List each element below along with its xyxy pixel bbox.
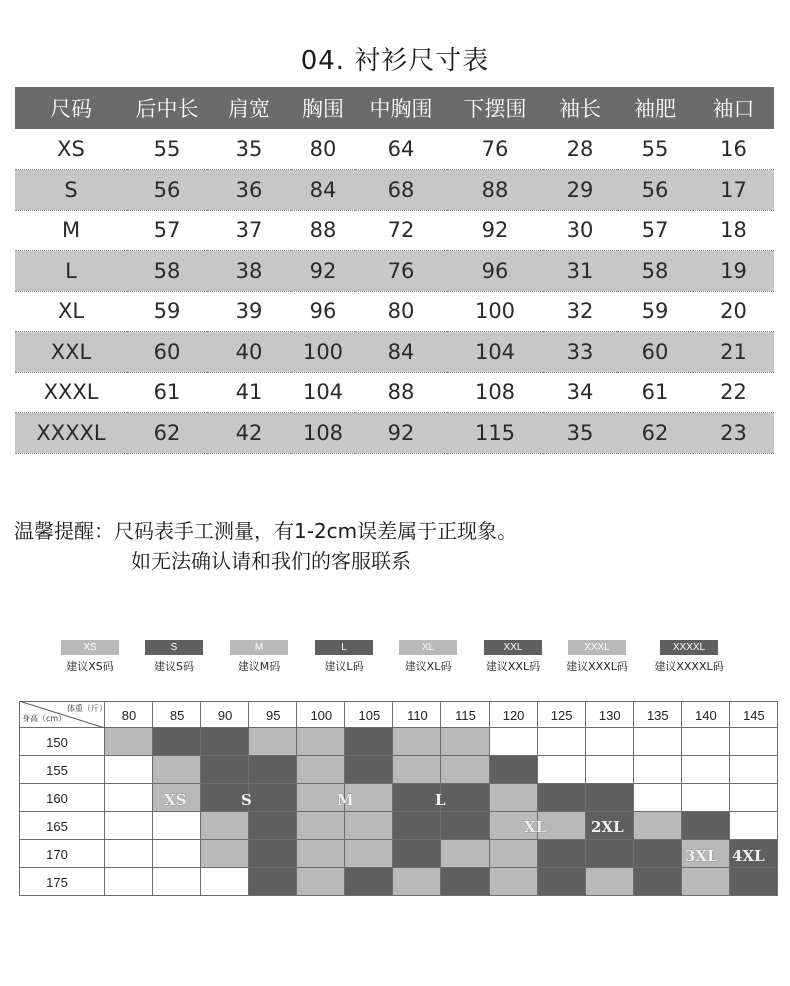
measure-cell: 96 xyxy=(291,291,355,332)
size-grid-cell xyxy=(490,784,538,812)
size-grid-cell xyxy=(441,756,489,784)
measure-cell: 18 xyxy=(693,210,774,251)
size-grid-cell xyxy=(586,840,634,868)
size-grid-cell xyxy=(634,728,682,756)
measure-cell: 108 xyxy=(291,413,355,454)
size-grid-cell xyxy=(538,840,586,868)
legend-label: 建议S码 xyxy=(154,660,194,673)
legend-label: 建议XL码 xyxy=(404,660,452,673)
measure-cell: 29 xyxy=(543,170,617,211)
size-grid-cell xyxy=(297,868,345,896)
reminder-note: 温馨提醒：尺码表手工测量，有1-2cm误差属于正现象。 xyxy=(14,519,518,543)
measure-cell: 59 xyxy=(127,291,207,332)
measure-cell: 56 xyxy=(127,170,207,211)
size-table xyxy=(15,87,774,454)
weight-label: 145 xyxy=(743,708,765,723)
table-row xyxy=(15,372,774,413)
height-label: 155 xyxy=(46,763,68,778)
column-header: 袖肥 xyxy=(617,87,693,129)
measure-cell: 104 xyxy=(291,372,355,413)
size-mark: XS xyxy=(164,791,187,809)
size-grid-cell xyxy=(201,728,249,756)
weight-label: 125 xyxy=(550,708,573,723)
measure-cell: 96 xyxy=(447,251,543,292)
measure-cell: 55 xyxy=(617,129,693,170)
size-cell: XXL xyxy=(15,332,127,373)
size-grid-cell xyxy=(538,868,586,896)
size-grid-cell xyxy=(105,728,153,756)
height-axis-label: 身高（cm） xyxy=(22,714,67,723)
measure-cell: 100 xyxy=(291,332,355,373)
legend-label: 建议XXXXL码 xyxy=(654,660,724,673)
size-grid-cell xyxy=(682,812,730,840)
size-grid-cell xyxy=(490,840,538,868)
weight-label: 95 xyxy=(266,708,281,723)
size-cell: XS xyxy=(15,129,127,170)
legend-label: 建议XXXL码 xyxy=(566,660,628,673)
legend-item xyxy=(134,640,214,674)
size-grid-cell xyxy=(490,868,538,896)
size-grid-cell xyxy=(249,728,297,756)
size-grid-cell xyxy=(297,756,345,784)
column-header: 袖口 xyxy=(693,87,774,129)
measure-cell: 59 xyxy=(617,291,693,332)
height-label: 160 xyxy=(46,791,68,806)
size-grid-cell xyxy=(105,868,153,896)
size-grid-cell xyxy=(201,840,249,868)
column-header: 尺码 xyxy=(15,87,127,129)
weight-label: 105 xyxy=(358,708,381,723)
size-grid-cell xyxy=(201,868,249,896)
size-mark: XL xyxy=(524,818,547,836)
size-grid-cell xyxy=(345,840,393,868)
measure-cell: 61 xyxy=(127,372,207,413)
weight-axis-label: 体重（斤） xyxy=(67,704,107,713)
size-grid-cell xyxy=(634,840,682,868)
weight-label: 115 xyxy=(455,708,476,723)
table-row xyxy=(15,251,774,292)
measure-cell: 92 xyxy=(355,413,447,454)
size-grid-cell xyxy=(538,728,586,756)
size-grid-cell xyxy=(201,756,249,784)
size-grid-cell xyxy=(634,784,682,812)
measure-cell: 19 xyxy=(693,251,774,292)
size-grid-cell xyxy=(730,868,778,896)
size-grid-cell xyxy=(586,784,634,812)
column-header: 胸围 xyxy=(291,87,355,129)
measure-cell: 23 xyxy=(693,413,774,454)
legend-swatch: S xyxy=(145,640,203,655)
size-grid-cell xyxy=(730,728,778,756)
measure-cell: 76 xyxy=(447,129,543,170)
weight-label: 140 xyxy=(695,708,717,723)
measure-cell: 34 xyxy=(543,372,617,413)
contact-note: 如无法确认请和我们的客服联系 xyxy=(131,549,411,573)
size-grid-cell xyxy=(682,784,730,812)
size-grid-cell xyxy=(105,756,153,784)
size-grid-cell xyxy=(153,868,201,896)
size-grid-cell xyxy=(441,812,489,840)
legend-item xyxy=(557,640,637,674)
size-grid-cell xyxy=(297,812,345,840)
size-mark: 4XL xyxy=(732,847,765,865)
weight-label: 80 xyxy=(121,708,137,723)
size-mark: 3XL xyxy=(685,847,718,865)
size-grid-cell xyxy=(153,756,201,784)
column-header: 下摆围 xyxy=(447,87,543,129)
measure-cell: 39 xyxy=(207,291,291,332)
size-grid-cell xyxy=(586,868,634,896)
size-mark: L xyxy=(435,791,446,809)
size-grid-cell xyxy=(249,812,297,840)
size-grid-cell xyxy=(345,868,393,896)
legend-item xyxy=(649,640,729,674)
legend-item xyxy=(388,640,468,674)
table-row xyxy=(15,291,774,332)
size-grid-cell xyxy=(393,868,441,896)
legend-swatch: M xyxy=(230,640,288,655)
measure-cell: 108 xyxy=(447,372,543,413)
measure-cell: 92 xyxy=(291,251,355,292)
size-grid-cell xyxy=(441,784,489,812)
column-header: 肩宽 xyxy=(207,87,291,129)
legend-swatch: XS xyxy=(61,640,119,655)
size-grid-cell xyxy=(682,868,730,896)
measure-cell: 62 xyxy=(127,413,207,454)
height-label: 150 xyxy=(46,735,68,750)
weight-label: 85 xyxy=(169,708,185,723)
size-cell: XXXL xyxy=(15,372,127,413)
size-mark: S xyxy=(241,791,252,809)
measure-cell: 60 xyxy=(127,332,207,373)
weight-label: 100 xyxy=(310,708,333,723)
height-label: 175 xyxy=(46,875,68,890)
size-grid-cell xyxy=(730,756,778,784)
size-grid-cell xyxy=(490,728,538,756)
weight-label: 90 xyxy=(217,708,233,723)
size-cell: L xyxy=(15,251,127,292)
size-grid-cell xyxy=(730,812,778,840)
size-grid-cell xyxy=(586,728,634,756)
size-grid-cell xyxy=(249,756,297,784)
measure-cell: 58 xyxy=(127,251,207,292)
size-grid-cell xyxy=(105,840,153,868)
column-header: 后中长 xyxy=(127,87,207,129)
size-cell: M xyxy=(15,210,127,251)
size-legend xyxy=(0,640,790,680)
weight-label: 130 xyxy=(598,708,621,723)
size-grid-cell xyxy=(393,812,441,840)
height-label: 170 xyxy=(46,847,68,862)
legend-swatch: L xyxy=(315,640,373,655)
measure-cell: 42 xyxy=(207,413,291,454)
size-grid-cell xyxy=(345,756,393,784)
size-grid-cell xyxy=(682,728,730,756)
size-cell: S xyxy=(15,170,127,211)
size-grid-cell xyxy=(297,840,345,868)
measure-cell: 56 xyxy=(617,170,693,211)
measure-cell: 31 xyxy=(543,251,617,292)
measure-cell: 84 xyxy=(355,332,447,373)
weight-label: 110 xyxy=(407,708,428,723)
measure-cell: 37 xyxy=(207,210,291,251)
size-grid-cell xyxy=(393,756,441,784)
legend-item xyxy=(304,640,384,674)
size-grid-cell xyxy=(634,812,682,840)
legend-label: 建议XS码 xyxy=(66,660,114,673)
measure-cell: 115 xyxy=(447,413,543,454)
measure-cell: 55 xyxy=(127,129,207,170)
height-label: 165 xyxy=(46,819,68,834)
measure-cell: 30 xyxy=(543,210,617,251)
measure-cell: 84 xyxy=(291,170,355,211)
size-grid-cell xyxy=(153,728,201,756)
measure-cell: 57 xyxy=(127,210,207,251)
size-grid-cell xyxy=(393,840,441,868)
table-row xyxy=(15,210,774,251)
measure-cell: 72 xyxy=(355,210,447,251)
size-grid-cell xyxy=(682,756,730,784)
measure-cell: 100 xyxy=(447,291,543,332)
legend-swatch: XL xyxy=(399,640,457,655)
size-grid-cell xyxy=(634,868,682,896)
legend-item xyxy=(219,640,299,674)
size-grid-cell xyxy=(538,784,586,812)
legend-item xyxy=(473,640,553,674)
size-grid-cell xyxy=(201,812,249,840)
measure-cell: 35 xyxy=(543,413,617,454)
size-grid-cell xyxy=(345,728,393,756)
measure-cell: 64 xyxy=(355,129,447,170)
measure-cell: 62 xyxy=(617,413,693,454)
size-grid-cell xyxy=(490,756,538,784)
column-header: 中胸围 xyxy=(355,87,447,129)
size-grid-cell xyxy=(249,784,297,812)
measure-cell: 88 xyxy=(447,170,543,211)
measure-cell: 17 xyxy=(693,170,774,211)
measure-cell: 60 xyxy=(617,332,693,373)
measure-cell: 20 xyxy=(693,291,774,332)
size-cell: XL xyxy=(15,291,127,332)
measure-cell: 40 xyxy=(207,332,291,373)
size-grid-cell xyxy=(441,728,489,756)
measure-cell: 22 xyxy=(693,372,774,413)
size-grid-cell xyxy=(441,868,489,896)
height-weight-size-chart xyxy=(19,701,779,896)
size-grid-cell xyxy=(105,784,153,812)
table-row xyxy=(15,332,774,373)
legend-item xyxy=(50,640,130,674)
measure-cell: 104 xyxy=(447,332,543,373)
measure-cell: 68 xyxy=(355,170,447,211)
size-mark: 2XL xyxy=(591,818,624,836)
size-mark: M xyxy=(337,791,354,809)
page-title: 04. 衬衫尺寸表 xyxy=(300,46,490,76)
weight-label: 135 xyxy=(646,708,669,723)
size-grid-cell xyxy=(153,812,201,840)
measure-cell: 28 xyxy=(543,129,617,170)
table-header-row xyxy=(15,87,774,129)
measure-cell: 35 xyxy=(207,129,291,170)
size-grid-cell xyxy=(153,840,201,868)
measure-cell: 80 xyxy=(355,291,447,332)
size-grid-cell xyxy=(249,868,297,896)
size-grid-cell xyxy=(393,728,441,756)
measure-cell: 41 xyxy=(207,372,291,413)
legend-swatch: XXL xyxy=(484,640,542,655)
size-grid-cell xyxy=(730,784,778,812)
legend-swatch: XXXL xyxy=(568,640,626,655)
size-grid-cell xyxy=(441,840,489,868)
legend-label: 建议XXL码 xyxy=(485,660,541,673)
measure-cell: 61 xyxy=(617,372,693,413)
legend-swatch: XXXXL xyxy=(660,640,718,655)
size-grid-cell xyxy=(586,756,634,784)
legend-label: 建议M码 xyxy=(237,660,281,673)
measure-cell: 33 xyxy=(543,332,617,373)
measure-cell: 92 xyxy=(447,210,543,251)
size-grid-cell xyxy=(105,812,153,840)
size-grid-cell xyxy=(297,728,345,756)
measure-cell: 88 xyxy=(355,372,447,413)
weight-label: 120 xyxy=(502,708,525,723)
legend-label: 建议L码 xyxy=(324,660,364,673)
measure-cell: 76 xyxy=(355,251,447,292)
size-grid-cell xyxy=(345,812,393,840)
table-row xyxy=(15,129,774,170)
measure-cell: 21 xyxy=(693,332,774,373)
size-grid-cell xyxy=(634,756,682,784)
measure-cell: 38 xyxy=(207,251,291,292)
measure-cell: 16 xyxy=(693,129,774,170)
measure-cell: 58 xyxy=(617,251,693,292)
measure-cell: 88 xyxy=(291,210,355,251)
measure-cell: 80 xyxy=(291,129,355,170)
column-header: 袖长 xyxy=(543,87,617,129)
measure-cell: 32 xyxy=(543,291,617,332)
table-row xyxy=(15,170,774,211)
size-grid-cell xyxy=(249,840,297,868)
measure-cell: 57 xyxy=(617,210,693,251)
size-cell: XXXXL xyxy=(15,413,127,454)
size-grid-cell xyxy=(538,756,586,784)
measure-cell: 36 xyxy=(207,170,291,211)
table-row xyxy=(15,413,774,454)
